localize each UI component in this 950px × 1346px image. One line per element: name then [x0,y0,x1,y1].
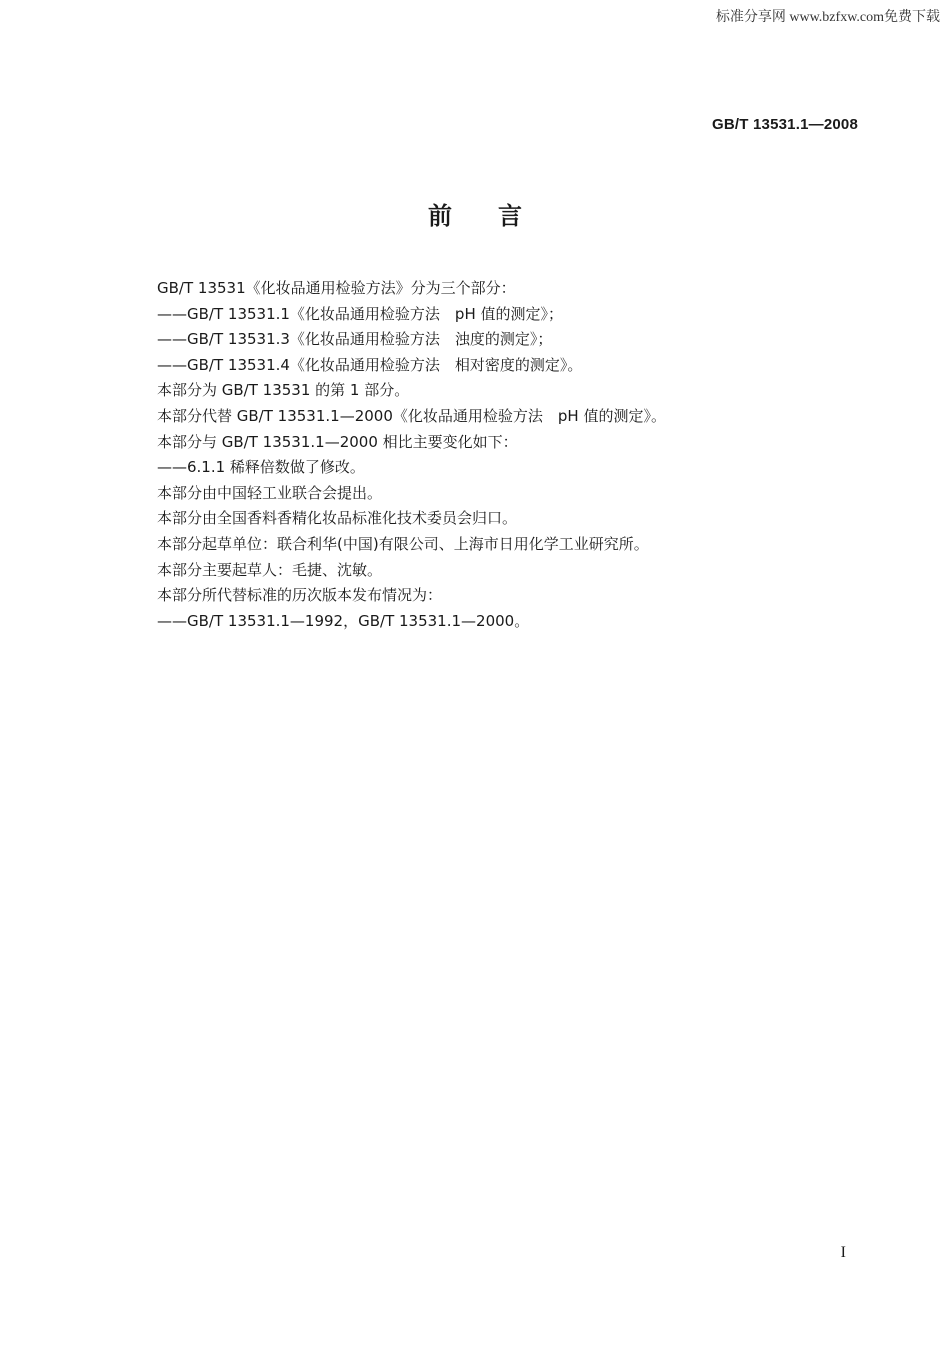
foreword-line: 本部分为 GB/T 13531 的第 1 部分。 [157,381,410,400]
foreword-line: ——GB/T 13531.1—1992，GB/T 13531.1—2000。 [157,611,530,630]
standard-code: GB/T 13531.1—2008 [712,116,858,133]
foreword-line: 本部分主要起草人：毛捷、沈敏。 [157,560,383,579]
watermark-text: 标准分享网 www.bzfxw.com免费下载 [715,10,940,25]
foreword-line: 本部分代替 GB/T 13531.1—2000《化妆品通用检验方法 pH 值的测定》。 [157,406,666,425]
foreword-line: GB/T 13531《化妆品通用检验方法》分为三个部分： [157,279,516,297]
foreword-line: ——GB/T 13531.4《化妆品通用检验方法 相对密度的测定》。 [157,355,583,374]
page-number: I [840,1244,846,1261]
page-title: 前言 [428,202,568,230]
foreword-line: ——GB/T 13531.1《化妆品通用检验方法 pH 值的测定》； [157,304,563,323]
foreword-line: 本部分由全国香料香精化妆品标准化技术委员会归口。 [157,509,518,528]
foreword-body [157,276,857,634]
foreword-line: ——GB/T 13531.3《化妆品通用检验方法 浊度的测定》； [157,330,553,349]
foreword-line: 本部分所代替标准的历次版本发布情况为： [157,586,443,605]
foreword-line: ——6.1.1 稀释倍数做了修改。 [157,458,365,477]
foreword-line: 本部分起草单位：联合利华(中国)有限公司、上海市日用化学工业研究所。 [157,534,649,553]
foreword-line: 本部分由中国轻工业联合会提出。 [157,483,383,502]
foreword-line: 本部分与 GB/T 13531.1—2000 相比主要变化如下： [157,432,518,451]
